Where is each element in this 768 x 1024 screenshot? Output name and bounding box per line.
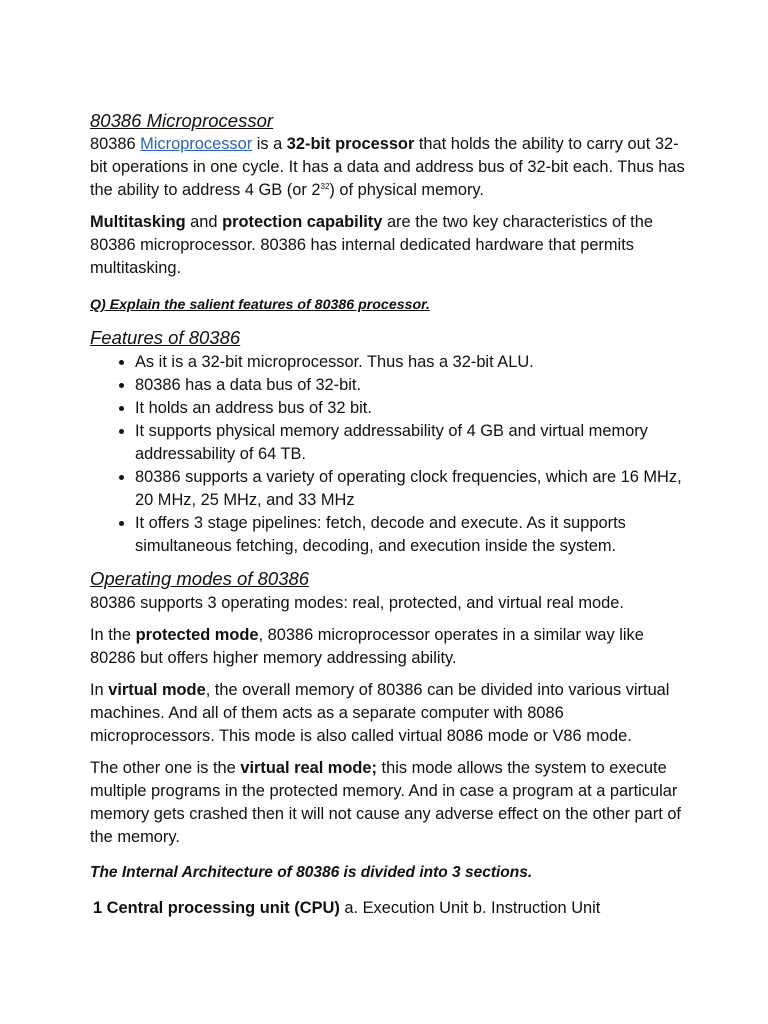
- feature-item: • It offers 3 stage pipelines: fetch, decode and execute. As it supports simultaneous fetching, decoding, and execution inside the system.: [135, 512, 690, 558]
- intro-text-c: that holds the ability to carry out 32-bit operations in one cycle. It has a data and address bus of 32-bit each. Thus has the ability to address 4 GB (or 2: [90, 135, 685, 199]
- operating-modes-heading: Operating modes of 80386: [90, 568, 310, 589]
- virtual-real-text-a: The other one is the: [90, 759, 241, 777]
- document-body: [90, 108, 690, 929]
- feature-item: • As it is a 32-bit microprocessor. Thus has a 32-bit ALU.: [135, 351, 690, 374]
- protected-text-a: In the: [90, 626, 136, 644]
- microprocessor-link[interactable]: Microprocessor: [140, 135, 253, 153]
- title-80386-microprocessor: 80386 Microprocessor: [90, 110, 274, 131]
- multitasking-bold: Multitasking: [90, 213, 186, 231]
- virtual-real-text-b: this mode allows the system to execute multiple programs in the protected memory. And in case a program at a particular memory gets crashed then it will not cause any adverse effect on the other part of the memory.: [90, 759, 681, 846]
- feature-item: • It holds an address bus of 32 bit.: [135, 397, 690, 420]
- features-list: [90, 351, 690, 558]
- protected-text-b: , 80386 microprocessor operates in a similar way like 80286 but offers higher memory addressing ability.: [90, 626, 644, 667]
- characteristics-paragraph: [90, 211, 690, 280]
- virtual-mode-bold: virtual mode: [108, 681, 206, 699]
- intro-text-b: is a: [252, 135, 287, 153]
- virtual-mode-paragraph: [90, 679, 690, 748]
- virtual-text-b: , the overall memory of 80386 can be divided into various virtual machines. And all of them acts as a separate computer with 8086 microprocessors. This mode is also called virtual 8086 mode or V86 mode.: [90, 681, 670, 745]
- virtual-text-a: In: [90, 681, 109, 699]
- intro-paragraph: [90, 133, 690, 202]
- feature-item: • 80386 supports a variety of operating clock frequencies, which are 16 MHz, 20 MHz, 25 MHz, and 33 MHz: [135, 466, 690, 512]
- protected-mode-paragraph: [90, 624, 690, 670]
- virtual-real-mode-paragraph: [90, 757, 690, 849]
- modes-intro-paragraph: 80386 supports 3 operating modes: real, protected, and virtual real mode.: [90, 594, 624, 612]
- protected-mode-bold: protected mode: [135, 626, 259, 644]
- cpu-bold: 1 Central processing unit (CPU): [93, 899, 340, 917]
- architecture-heading: The Internal Architecture of 80386 is divided into 3 sections.: [90, 864, 533, 881]
- cpu-units-text: a. Execution Unit b. Instruction Unit: [339, 899, 601, 917]
- features-heading: Features of 80386: [90, 327, 241, 348]
- feature-item: • It supports physical memory addressability of 4 GB and virtual memory addressability of 64 TB.: [135, 420, 690, 466]
- characteristics-text-a: and: [185, 213, 223, 231]
- cpu-section-line: [93, 897, 690, 920]
- intro-superscript: 32: [320, 182, 330, 191]
- question-heading: Q) Explain the salient features of 80386 processor.: [90, 297, 430, 313]
- feature-item: • 80386 has a data bus of 32-bit.: [135, 374, 690, 397]
- intro-bold-32bit: 32-bit processor: [286, 135, 415, 153]
- characteristics-text-b: are the two key characteristics of the 80386 microprocessor. 80386 has internal dedicated hardware that permits multitasking.: [90, 213, 653, 277]
- virtual-real-mode-bold: virtual real mode;: [240, 759, 377, 777]
- protection-bold: protection capability: [222, 213, 383, 231]
- intro-text-d: ) of physical memory.: [329, 181, 484, 199]
- intro-text-a: 80386: [90, 135, 141, 153]
